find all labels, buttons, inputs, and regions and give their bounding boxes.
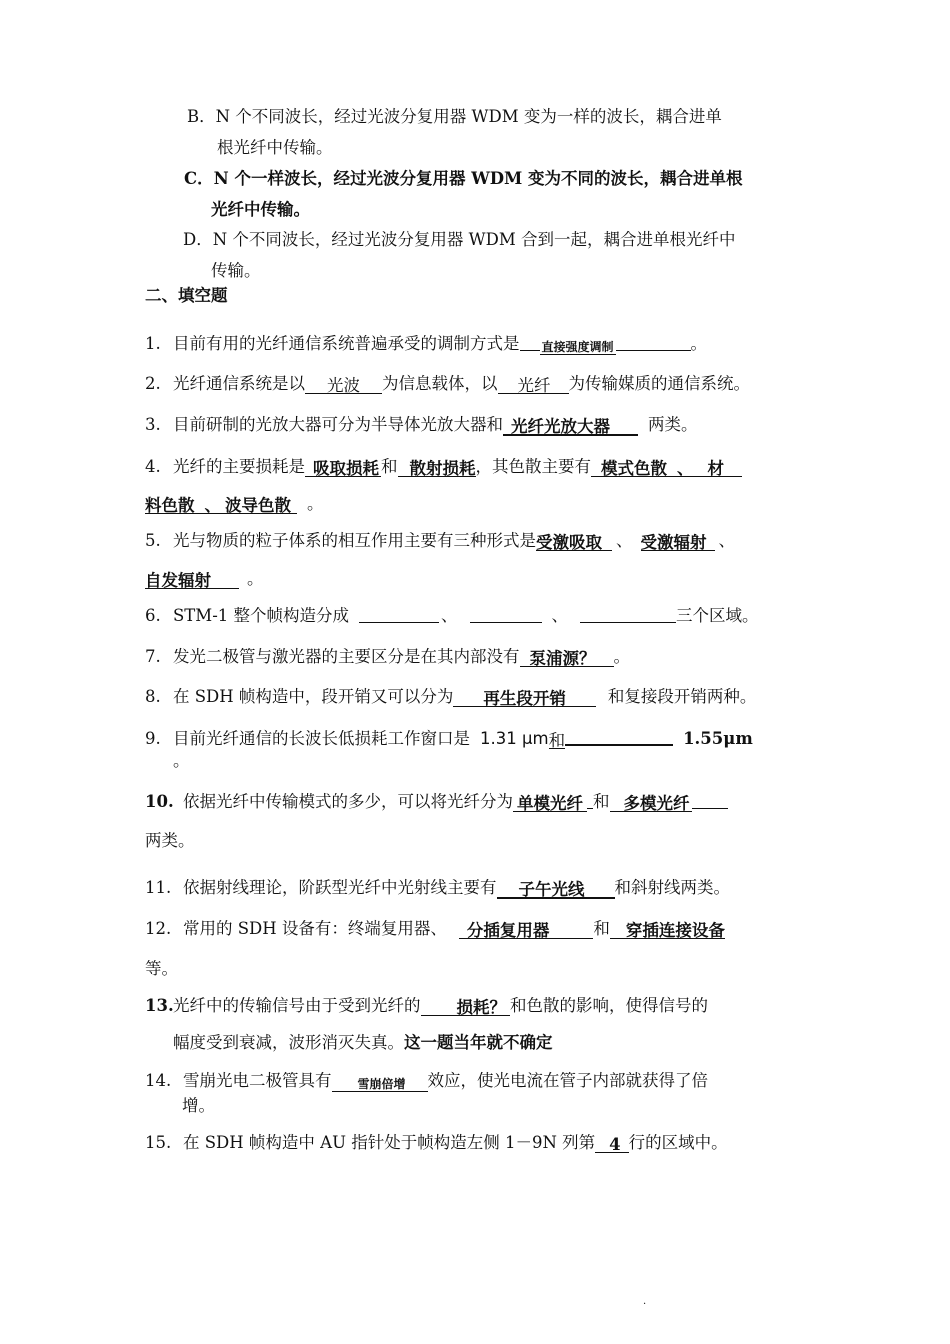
separator: 、 <box>441 606 458 625</box>
question-number: 2. <box>145 374 161 393</box>
question-number: 13. <box>145 996 174 1015</box>
answer-text: 分插复用器 <box>466 921 550 940</box>
answer-text: 波导色散 <box>225 496 291 515</box>
question-text: 和 <box>548 731 566 750</box>
question-text: 常用的 SDH 设备有：终端复用器、 <box>183 919 447 938</box>
question-text: 雪崩光电二极管具有 <box>183 1071 332 1090</box>
option-d-line2: 传输。 <box>211 261 261 280</box>
option-c-line1: C．N 个一样波长，经过光波分复用器 WDM 变为不同的波长，耦合进单根 <box>184 169 743 188</box>
answer-text: 料色散 <box>145 496 195 515</box>
answer-blank <box>536 532 612 551</box>
question-1 <box>145 332 707 355</box>
answer-text: 再生段开销 <box>483 689 566 708</box>
question-text: 目前光纤通信的长波长低损耗工作窗口是 <box>173 729 470 748</box>
question-text: 和色散的影响，使得信号的 <box>510 996 708 1015</box>
answer-blank <box>398 458 476 477</box>
question-text: 和 <box>381 457 398 476</box>
separator: 、 <box>205 495 226 514</box>
question-number: 3. <box>145 415 161 434</box>
answer-blank <box>591 458 677 477</box>
answer-blank <box>225 495 297 514</box>
answer-blank <box>145 495 205 514</box>
question-5 <box>145 530 735 552</box>
answer-blank <box>702 458 743 477</box>
question-number: 1. <box>145 334 161 353</box>
question-number: 9. <box>145 729 161 748</box>
question-12 <box>145 918 725 940</box>
question-end: 两类。 <box>648 415 698 434</box>
question-text: 在 SDH 帧构造中 AU 指针处于帧构造左侧 1－9N 列第 <box>183 1133 596 1152</box>
answer-blank <box>459 920 594 939</box>
answer-blank <box>305 375 382 394</box>
question-number: 14. <box>145 1071 172 1090</box>
answer-blank: 直接强度调制 <box>540 336 616 355</box>
question-end: 和斜射线两类。 <box>614 878 730 897</box>
question-text: 光与物质的粒子体系的相互作用主要有三种形式是 <box>173 531 536 550</box>
section-title: 二、填空题 <box>145 286 228 305</box>
answer-blank <box>497 879 615 899</box>
question-text: 效应，使光电流在管子内部就获得了倍 <box>427 1071 709 1090</box>
question-4 <box>145 456 742 478</box>
answer-text: 光波 <box>327 376 360 395</box>
question-number: 11. <box>145 878 172 897</box>
answer-text: 雪崩倍增 <box>357 1077 406 1091</box>
question-text: 依据射线理论，阶跃型光纤中光射线主要有 <box>183 878 497 897</box>
question-text: 为传输媒质的通信系统。 <box>568 374 750 393</box>
question-text: 光纤中的传输信号由于受到光纤的 <box>173 996 421 1015</box>
question-number: 7. <box>145 647 161 666</box>
question-end: 三个区域。 <box>676 606 759 625</box>
annotation-note: 这一题当年就不确定 <box>404 1033 553 1052</box>
question-end: 。 <box>307 494 324 513</box>
question-5-line2 <box>145 568 264 590</box>
question-4-line2 <box>145 493 324 515</box>
question-2 <box>145 373 750 395</box>
question-13 <box>145 995 708 1017</box>
question-text: 目前研制的光放大器可分为半导体光放大器和 <box>173 415 503 434</box>
separator: 、 <box>551 606 569 625</box>
question-text: 为信息载体，以 <box>382 374 498 393</box>
answer-blank <box>421 997 511 1016</box>
question-end: 。 <box>247 569 264 588</box>
question-end: 。 <box>690 334 708 353</box>
question-text: STM-1 整个帧构造分成 <box>173 606 350 625</box>
answer-blank <box>595 1134 628 1153</box>
question-10-line2: 两类。 <box>145 831 195 850</box>
question-text: 在 SDH 帧构造中，段开销又可以分为 <box>173 687 454 706</box>
answer-text: 单模光纤 <box>517 794 583 813</box>
question-9 <box>145 726 753 750</box>
option-c-line2: 光纤中传输。 <box>211 200 310 219</box>
answer-text: 4 <box>609 1135 621 1154</box>
answer-text: 吸取损耗 <box>313 459 379 478</box>
question-number: 5. <box>145 531 161 550</box>
question-end: 行的区域中。 <box>628 1133 728 1152</box>
question-number: 12. <box>145 919 172 938</box>
answer-blank <box>520 648 614 667</box>
question-number: 15. <box>145 1133 172 1152</box>
question-text: 发光二极管与激光器的主要区分是在其内部没有 <box>173 647 520 666</box>
separator: 、 <box>677 458 702 477</box>
question-11 <box>145 877 730 899</box>
question-number: 6. <box>145 606 161 625</box>
answer-blank <box>305 458 381 477</box>
question-text: 幅度受到衰减，波形消灭失真。 <box>173 1033 404 1052</box>
answer-blank <box>470 604 542 623</box>
option-d-line1: D．N 个不同波长，经过光波分复用器 WDM 合到一起，耦合进单根光纤中 <box>183 230 736 249</box>
option-b-line1: B．N 个不同波长，经过光波分复用器 WDM 变为一样的波长，耦合进单 <box>187 107 722 126</box>
answer-text: 损耗？ <box>456 998 506 1017</box>
question-15 <box>145 1132 728 1154</box>
question-number: 10. <box>145 792 174 811</box>
answer-blank <box>145 570 239 589</box>
answer-text: 1.31 μm <box>480 729 549 748</box>
answer-blank <box>610 793 692 812</box>
question-3 <box>145 414 698 436</box>
question-text: 光纤通信系统是以 <box>173 374 305 393</box>
answer-blank <box>498 375 569 394</box>
question-10 <box>145 790 728 813</box>
footer-mark: . <box>643 1296 647 1307</box>
answer-text: 1.55μm <box>683 729 753 748</box>
answer-text: 自发辐射 <box>145 571 211 590</box>
answer-blank <box>513 793 587 812</box>
answer-text: 散射损耗 <box>409 459 476 478</box>
question-text: ，其色散主要有 <box>475 457 591 476</box>
question-end: 和复接段开销两种。 <box>607 687 757 706</box>
question-number: 4. <box>145 457 161 476</box>
answer-blank <box>359 604 439 623</box>
answer-blank <box>565 726 673 746</box>
question-text: 依据光纤中传输模式的多少，可以将光纤分为 <box>183 792 513 811</box>
question-text: 和 <box>593 792 610 811</box>
answer-blank <box>580 604 676 623</box>
answer-text: 泵浦源？ <box>529 649 596 668</box>
answer-text: 光纤 <box>517 376 551 395</box>
answer-text: 穿插连接设备 <box>625 921 725 940</box>
answer-text: 光纤光放大器 <box>511 417 610 436</box>
option-b-line2: 根光纤中传输。 <box>217 138 333 157</box>
question-text: 和 <box>593 919 610 938</box>
answer-blank <box>453 688 596 707</box>
answer-blank <box>503 416 638 436</box>
answer-text: 模式色散 <box>601 459 667 478</box>
question-end: 。 <box>613 647 630 666</box>
question-8 <box>145 686 756 708</box>
question-7 <box>145 646 630 668</box>
answer-blank <box>332 1073 428 1092</box>
answer-text: 受激辐射 <box>640 533 707 552</box>
question-number: 8. <box>145 687 161 706</box>
question-6 <box>145 604 759 627</box>
question-14-line2: 增。 <box>182 1096 215 1115</box>
question-text: 目前有用的光纤通信系统普遍承受的调制方式是 <box>173 334 520 353</box>
answer-blank <box>610 920 725 939</box>
question-text: 光纤的主要损耗是 <box>173 457 305 476</box>
question-12-line2: 等。 <box>145 959 178 978</box>
answer-text: 多模光纤 <box>623 794 690 813</box>
separator: 、 <box>718 531 735 550</box>
separator: 、 <box>616 531 633 550</box>
answer-blank <box>641 532 715 551</box>
answer-text: 子午光线 <box>518 880 585 899</box>
answer-text: 材 <box>707 459 724 478</box>
question-14 <box>145 1070 708 1092</box>
question-13-line2 <box>173 1032 553 1054</box>
question-9-end: 。 <box>173 751 190 770</box>
answer-text: 受激吸取 <box>536 533 602 552</box>
